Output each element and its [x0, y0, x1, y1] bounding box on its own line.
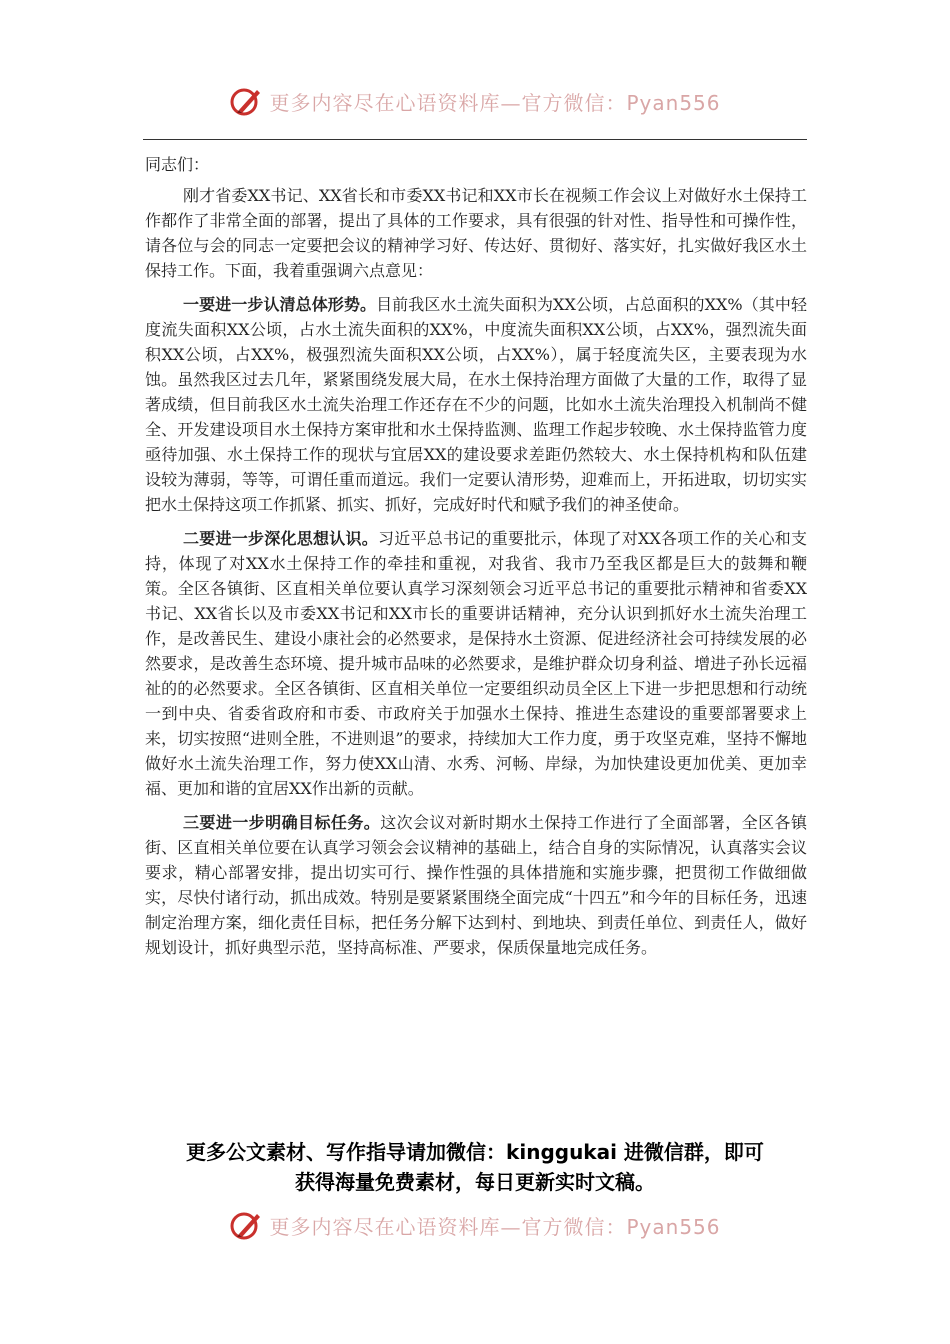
section-heading-1: 一要进一步认清总体形势。: [183, 295, 377, 314]
salutation: 同志们：: [145, 155, 210, 174]
intro-paragraph: 刚才省委XX书记、XX省长和市委XX书记和XX市长在视频工作会议上对做好水土保持工作都作了非常全面的部署，提出了具体的工作要求，具有很强的针对性、指导性和可操作性，请各位与会的同志一定要把会议的精神学习好、传达好、贯彻好、落实好，扎实做好我区水土保持工作。下面，我着重强调六点意见：: [145, 186, 807, 280]
pen-logo-icon: [229, 1208, 263, 1242]
document-body: [145, 152, 807, 969]
section-body-1: 目前我区水土流失面积为XX公顷，占总面积的XX%（其中轻度流失面积XX公顷，占水土流失面积的XX%，中度流失面积XX公顷，占XX%，强烈流失面积XX公顷，占XX%，极强烈流失面积XX公顷，占XX%），属于轻度流失区，主要表现为水蚀。虽然我区过去几年，紧紧围绕发展大局，在水土保持治理方面做了大量的工作，取得了显著成绩，但目前我区水土流失治理工作还存在不少的问题，比如水土流失治理投入机制尚不健全、开发建设项目水土保持方案审批和水土保持监测、监理工作起步较晚、水土保持监管力度亟待加强、水土保持工作的现状与宜居XX的建设要求差距仍然较大、水土保持机构和队伍建设较为薄弱，等等，可谓任重而道远。我们一定要认清形势，迎难而上，开拓进取，切切实实把水土保持这项工作抓紧、抓实、抓好，完成好时代和赋予我们的神圣使命。: [145, 295, 807, 514]
watermark-wechat-id: Pyan556: [626, 90, 721, 115]
section-paragraph-2: [145, 526, 807, 801]
promo-line-2: 获得海量免费素材，每日更新实时文稿。: [295, 1170, 655, 1194]
footer-watermark: [0, 1208, 950, 1242]
header-watermark: [0, 84, 950, 118]
section-heading-3: 三要进一步明确目标任务。: [183, 813, 381, 832]
header-divider: [143, 139, 807, 140]
section-body-2: 习近平总书记的重要批示，体现了对XX各项工作的关心和支持，体现了对XX水土保持工作的牵挂和重视，对我省、我市乃至我区都是巨大的鼓舞和鞭策。全区各镇街、区直相关单位要认真学习深刻领会习近平总书记的重要批示精神和省委XX书记、XX省长以及市委XX书记和XX市长的重要讲话精神，充分认识到抓好水土流失治理工作，是改善民生、建设小康社会的必然要求，是保持水土资源、促进经济社会可持续发展的必然要求，是改善生态环境、提升城市品味的必然要求，是维护群众切身利益、增进子孙长远福祉的的必然要求。全区各镇街、区直相关单位一定要组织动员全区上下进一步把思想和行动统一到中央、省委省政府和市委、市政府关于加强水土保持、推进生态建设的重要部署要求上来，切实按照“进则全胜，不进则退”的要求，持续加大工作力度，勇于攻坚克难，坚持不懈地做好水土流失治理工作，努力使XX山清、水秀、河畅、岸绿，为加快建设更加优美、更加幸福、更加和谐的宜居XX作出新的贡献。: [145, 529, 807, 798]
pen-logo-icon: [229, 84, 263, 118]
promo-notice: [100, 1137, 850, 1197]
section-heading-2: 二要进一步深化思想认识。: [183, 529, 378, 548]
watermark-text: 更多内容尽在心语资料库—官方微信：Pyan556: [269, 90, 721, 115]
promo-line-1: 更多公文素材、写作指导请加微信：kinggukai 进微信群，即可: [186, 1140, 764, 1164]
watermark-wechat-id: Pyan556: [626, 1214, 721, 1239]
watermark-text: 更多内容尽在心语资料库—官方微信：Pyan556: [269, 1214, 721, 1239]
section-paragraph-1: [145, 292, 807, 517]
section-body-3: 这次会议对新时期水土保持工作进行了全面部署，全区各镇街、区直相关单位要在认真学习领会会议精神的基础上，结合自身的实际情况，认真落实会议要求，精心部署安排，提出切实可行、操作性强的具体措施和实施步骤，把贯彻工作做细做实，尽快付诸行动，抓出成效。特别是要紧紧围绕全面完成“十四五”和今年的目标任务，迅速制定治理方案，细化责任目标，把任务分解下达到村、到地块、到责任单位、到责任人，做好规划设计，抓好典型示范，坚持高标准、严要求，保质保量地完成任务。: [145, 813, 807, 957]
section-paragraph-3: [145, 810, 807, 960]
